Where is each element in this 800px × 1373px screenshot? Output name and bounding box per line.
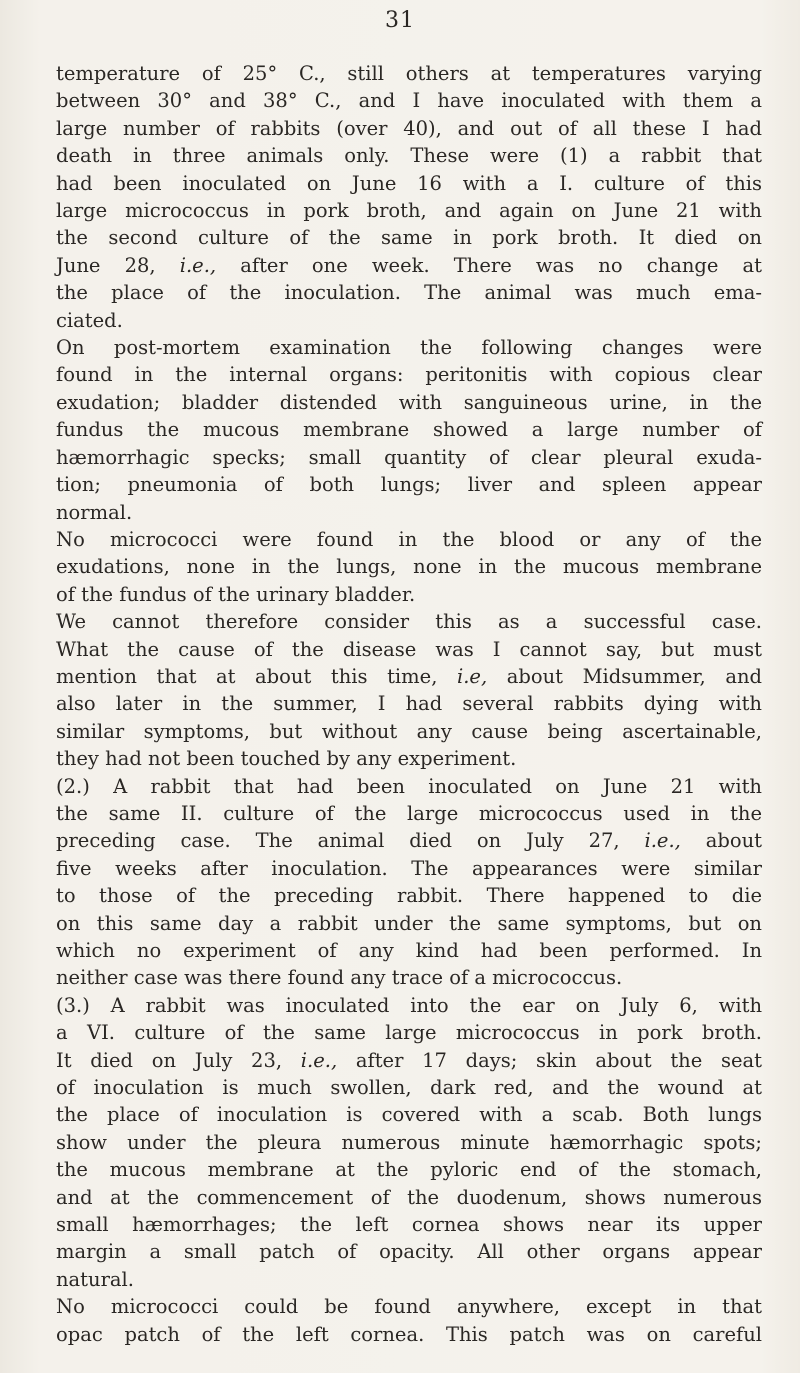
text-line: temperature of 25° C., still others at temperatures varying bbox=[56, 62, 762, 85]
text-line: exudations, none in the lungs, none in the mucous membrane bbox=[56, 555, 762, 579]
text-line: neither case was there found any trace of a micrococcus. bbox=[56, 966, 623, 990]
text-line: of inoculation is much swollen, dark red, and the wound at bbox=[56, 1076, 762, 1100]
text-line: hæmorrhagic specks; small quantity of clear pleural exuda- bbox=[56, 445, 762, 469]
text-line: found in the internal organs: peritonitis with copious clear bbox=[56, 363, 762, 387]
text-line: large number of rabbits (over 40), and out of all these I had bbox=[56, 116, 762, 140]
italic-abbrev: i.e., bbox=[179, 253, 217, 277]
text-line: On post-mortem examination the following changes were bbox=[56, 336, 762, 360]
text-line: the same II. culture of the large micrococcus used in the bbox=[56, 801, 762, 825]
text-line: preceding case. The animal died on July 27, i.e., about bbox=[56, 829, 762, 853]
text-line: normal. bbox=[56, 500, 133, 524]
text-line: between 30° and 38° C., and I have inoculated with them a bbox=[56, 89, 762, 113]
paragraph-2 bbox=[56, 334, 762, 526]
text-line: We cannot therefore consider this as a successful case. bbox=[56, 610, 762, 634]
text-line: tion; pneumonia of both lungs; liver and spleen appear bbox=[56, 473, 762, 497]
text-line: the second culture of the same in pork broth. It died on bbox=[56, 226, 762, 250]
text-line: the place of inoculation is covered with a scab. Both lungs bbox=[56, 1103, 762, 1127]
text-line: opac patch of the left cornea. This patch was on careful bbox=[56, 1322, 762, 1346]
text-line: also later in the summer, I had several rabbits dying with bbox=[56, 692, 762, 716]
text-line: and at the commencement of the duodenum, shows numerous bbox=[56, 1185, 762, 1209]
text-line: natural. bbox=[56, 1267, 134, 1291]
text-line: the mucous membrane at the pyloric end of the stomach, bbox=[56, 1158, 762, 1182]
text-line: fundus the mucous membrane showed a large number of bbox=[56, 418, 762, 442]
page-number: 31 bbox=[385, 8, 415, 33]
text-line: (2.) A rabbit that had been inoculated on June 21 with bbox=[56, 774, 762, 798]
text-line: five weeks after inoculation. The appearances were similar bbox=[56, 856, 762, 880]
text-line: on this same day a rabbit under the same symptoms, but on bbox=[56, 911, 762, 935]
text-line: similar symptoms, but without any cause being ascertainable, bbox=[56, 719, 762, 743]
paragraph-4 bbox=[56, 608, 762, 772]
text-line: death in three animals only. These were (1) a rabbit that bbox=[56, 144, 762, 168]
italic-abbrev: i.e., bbox=[300, 1048, 338, 1072]
paragraph-1 bbox=[56, 60, 762, 334]
text-line: It died on July 23, i.e., after 17 days; skin about the seat bbox=[56, 1048, 762, 1072]
text-line: small hæmorrhages; the left cornea shows near its upper bbox=[56, 1213, 762, 1237]
text-line: which no experiment of any kind had been performed. In bbox=[56, 939, 762, 962]
text-line: of the fundus of the urinary bladder. bbox=[56, 582, 416, 606]
text-line: mention that at about this time, i.e, about Midsummer, and bbox=[56, 664, 762, 688]
text-line: What the cause of the disease was I cannot say, but must bbox=[56, 637, 762, 661]
text-line: (3.) A rabbit was inoculated into the ear on July 6, with bbox=[56, 993, 762, 1017]
paragraph-6 bbox=[56, 992, 762, 1293]
italic-abbrev: i.e, bbox=[456, 664, 488, 688]
text-line: the place of the inoculation. The animal was much ema- bbox=[56, 281, 762, 305]
text-line: No micrococci could be found anywhere, except in that bbox=[56, 1295, 762, 1319]
body-text bbox=[56, 60, 762, 1348]
italic-abbrev: i.e., bbox=[644, 829, 681, 853]
text-line: margin a small patch of opacity. All other organs appear bbox=[56, 1240, 762, 1264]
text-line: show under the pleura numerous minute hæmorrhagic spots; bbox=[56, 1130, 762, 1154]
text-line: large micrococcus in pork broth, and again on June 21 with bbox=[56, 199, 762, 223]
paragraph-7 bbox=[56, 1293, 762, 1348]
text-line: had been inoculated on June 16 with a I. culture of this bbox=[56, 171, 762, 195]
text-line: June 28, i.e., after one week. There was no change at bbox=[56, 253, 762, 277]
paragraph-3 bbox=[56, 526, 762, 608]
text-line: exudation; bladder distended with sanguineous urine, in the bbox=[56, 390, 762, 414]
paragraph-5 bbox=[56, 773, 762, 992]
text-line: a VI. culture of the same large micrococcus in pork broth. bbox=[56, 1021, 762, 1045]
text-line: they had not been touched by any experiment. bbox=[56, 747, 517, 771]
text-line: ciated. bbox=[56, 308, 123, 332]
text-line: No micrococci were found in the blood or any of the bbox=[56, 527, 762, 551]
text-line: to those of the preceding rabbit. There happened to die bbox=[56, 884, 762, 908]
